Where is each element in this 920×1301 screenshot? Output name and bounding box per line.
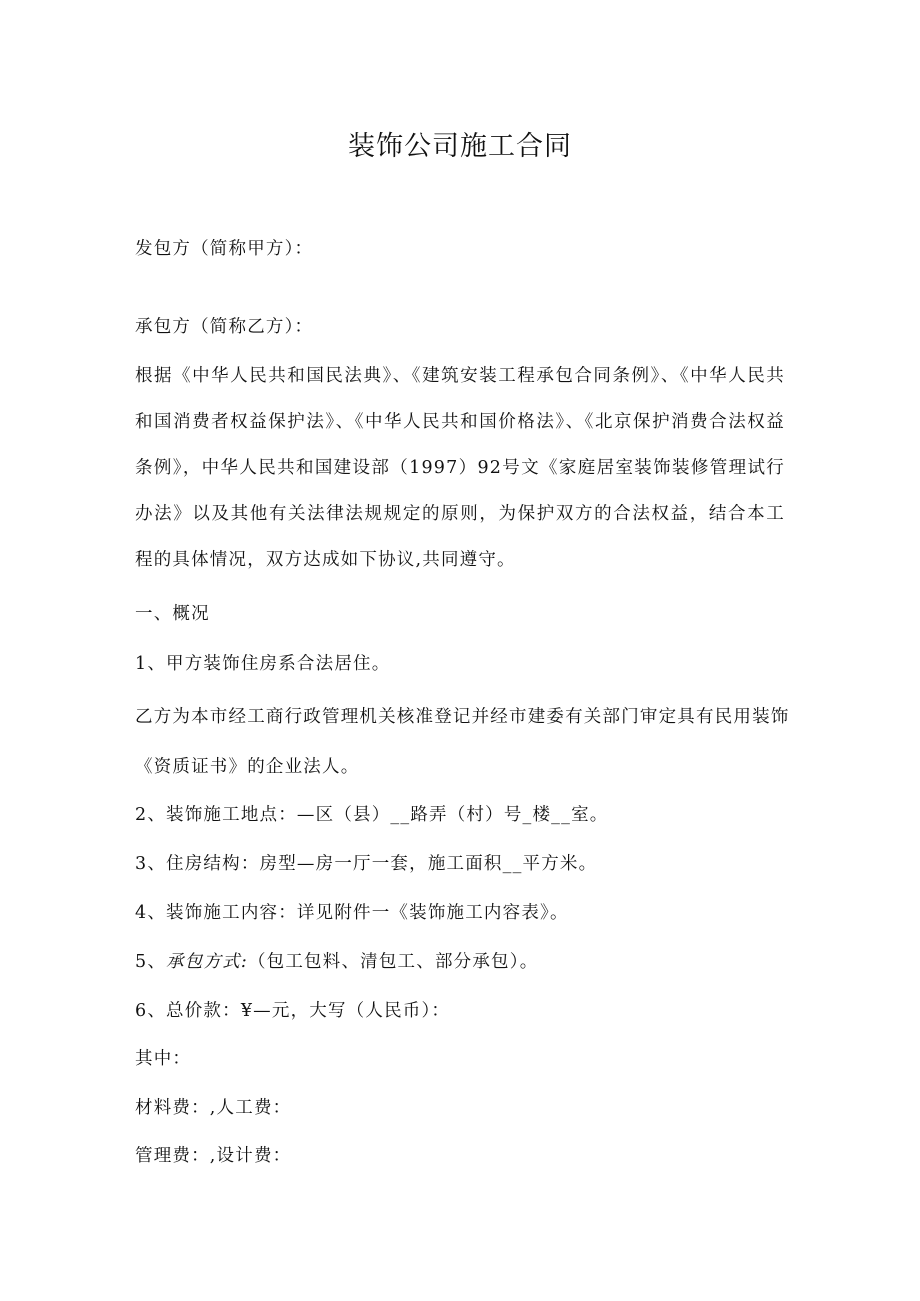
among-line: 其中：: [135, 1049, 192, 1069]
fees-line-1: 材料费：,人工费：: [135, 1098, 292, 1118]
preamble-paragraph: 根据《中华人民共和国民法典》、《建筑安装工程承包合同条例》、《中华人民共和国消费者权益保护法》、《中华人民共和国价格法》、《北京保护消费合法权益条例》，中华人民共和国建设部（1997）92号文《家庭居室装饰装修管理试行办法》以及其他有关法律法规规定的原则，为保护双方的合法权益，结合本工程的具体情况，双方达成如下协议,共同遵守。: [135, 366, 785, 570]
item-1: 1、甲方装饰住房系合法居住。: [135, 654, 391, 674]
party-a-line: 发包方（简称甲方）：: [135, 239, 314, 259]
fees-line-2: 管理费：,设计费：: [135, 1146, 292, 1166]
item-1-continuation-a: 乙方为本市经工商行政管理机关核准登记并经市建委有关部门审定具有民用装饰: [135, 707, 790, 727]
item-4: 4、装饰施工内容：详见附件一《装饰施工内容表》。: [135, 903, 569, 923]
item-2: 2、装饰施工地点：—区（县）__路弄（村）号_楼__室。: [135, 805, 609, 825]
item-5-options: （包工包料、清包工、部分承包）。: [247, 952, 539, 972]
item-5-prefix: 5、: [135, 952, 167, 972]
party-b-line: 承包方（简称乙方）：: [135, 317, 314, 337]
item-1-continuation-b: 《资质证书》的企业法人。: [135, 757, 360, 777]
item-6: 6、总价款：¥—元，大写（人民币）：: [135, 1001, 451, 1021]
item-3: 3、住房结构：房型—房一厅一套，施工面积__平方米。: [135, 854, 598, 874]
item-5-italic-label: 承包方式:: [166, 952, 248, 972]
item-5: [135, 948, 538, 973]
page-title: 装饰公司施工合同: [348, 131, 572, 162]
section-heading-overview: 一、概况: [135, 604, 210, 624]
